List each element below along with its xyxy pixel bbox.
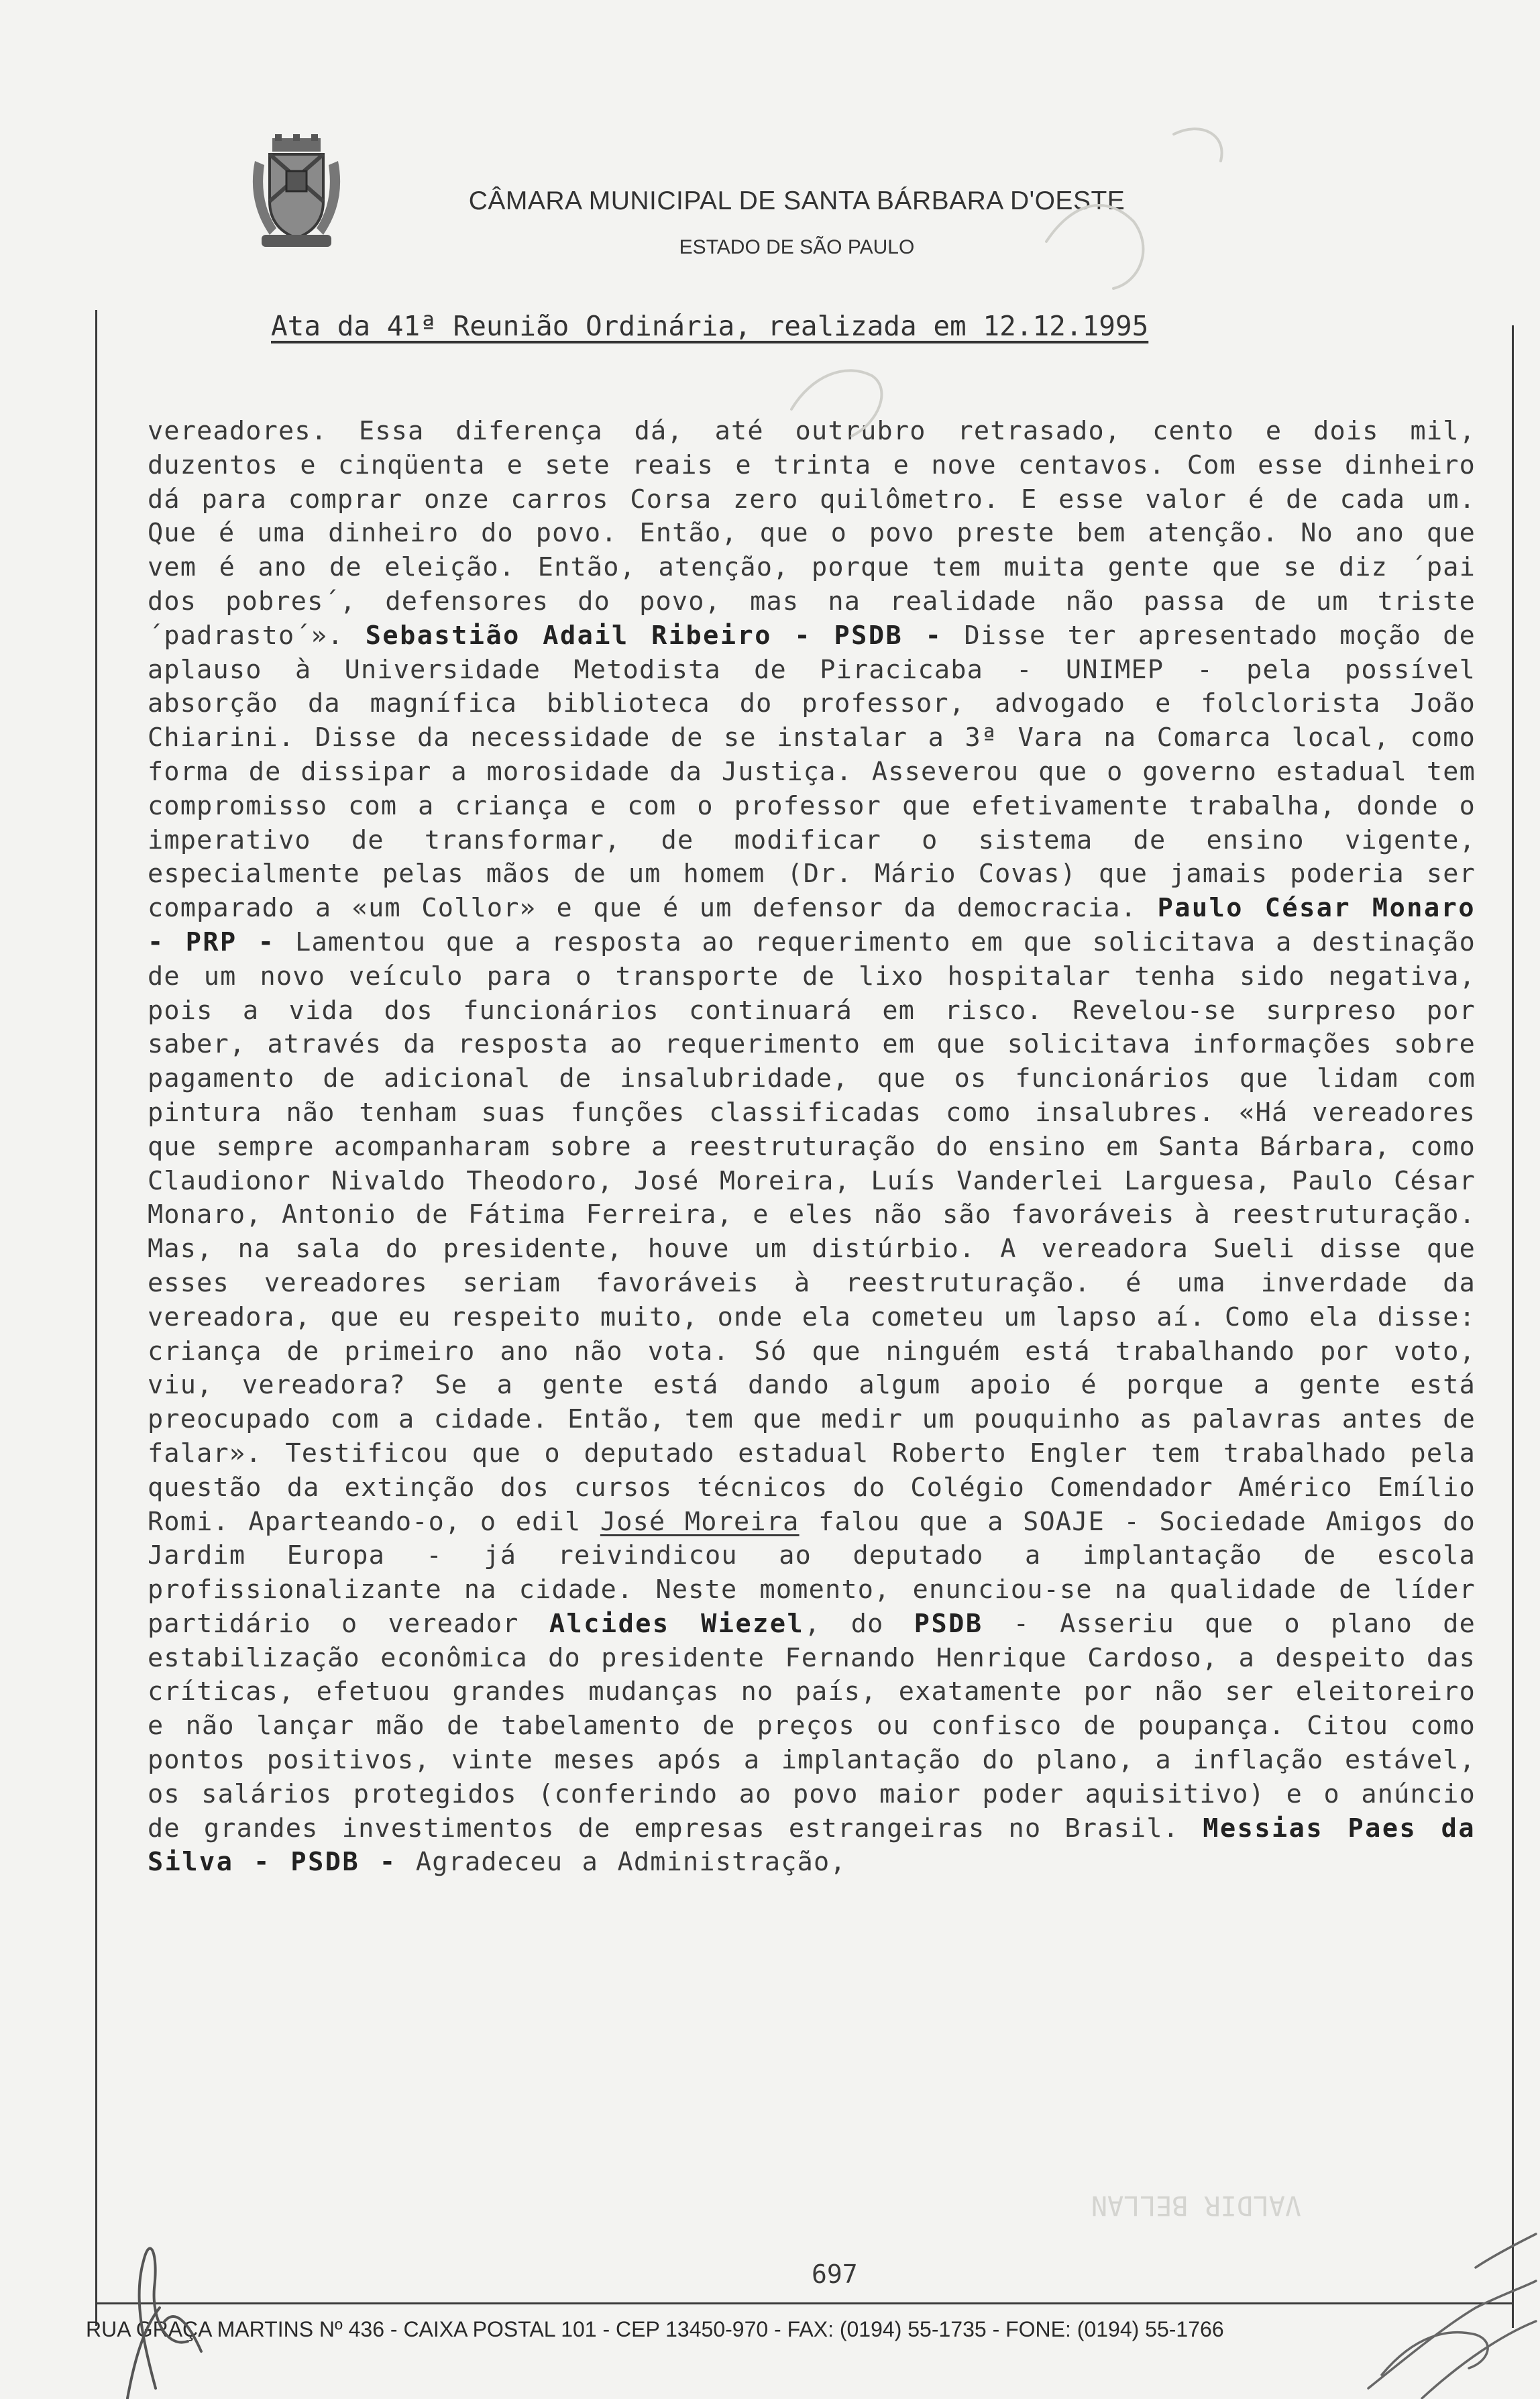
page-number: 697	[812, 2259, 858, 2289]
speaker-alcides: Alcides Wiezel	[549, 1608, 805, 1639]
speaker-paulo-cesar: Paulo César Monaro - PRP -	[148, 893, 1476, 957]
minutes-title: Ata da 41ª Reunião Ordinária, realizada em 12.12.1995	[271, 310, 1149, 342]
body-text-6: - Asseriu que o plano de estabilização econômica do presidente Fernando Henrique Cardoso, a despeito das críticas, efetuou grandes mudanças no país, exatamente por não ser eleitoreiro e não lançar mão de tabelamento de preços ou confisco de poupança. Citou como pontos positivos, vinte meses após a implantação do plano, a inflação estável, os salários protegidos (conferindo ao povo maior poder aquisitivo) e o anúncio de grandes investimentos de empresas estrangeiras no Brasil.	[148, 1608, 1476, 1844]
bleed-through-text: VALDIR BELLAN	[1091, 2190, 1301, 2221]
body-text-7: Agradeceu a Administração,	[396, 1847, 846, 1878]
speaker-sebastiao: Sebastião Adail Ribeiro - PSDB -	[365, 620, 943, 651]
speaker-messias: Messias Paes da Silva - PSDB -	[148, 1813, 1476, 1878]
party-psdb: PSDB	[914, 1608, 983, 1639]
right-margin-rule	[1512, 325, 1514, 2328]
aparte-name: José Moreira	[600, 1506, 800, 1537]
bottom-rule	[95, 2302, 1513, 2304]
institution-name: CÂMARA MUNICIPAL DE SANTA BÁRBARA D'OESTE	[468, 186, 1125, 215]
faint-background-signatures	[791, 129, 1222, 436]
state-name: ESTADO DE SÃO PAULO	[679, 236, 915, 258]
handwritten-signature-right	[1368, 2234, 1536, 2398]
minutes-body	[148, 415, 1476, 1880]
left-margin-rule	[95, 310, 97, 2326]
body-text-5: , do	[804, 1608, 914, 1639]
address-footer: RUA GRAÇA MARTINS Nº 436 - CAIXA POSTAL 101 - CEP 13450-970 - FAX: (0194) 55-1735 - FONE: (0194) 55-1766	[86, 2317, 1224, 2341]
body-text-4: falou que a SOAJE - Sociedade Amigos do Jardim Europa - já reivindicou ao deputado a implantação de escola profissionalizante na cidade. Neste momento, enunciou-se na qualidade de líder partidário o vereador	[148, 1506, 1476, 1639]
body-text-1: vereadores. Essa diferença dá, até outrubro retrasado, cento e dois mil, duzentos e cinqüenta e sete reais e trinta e nove centavos. Com esse dinheiro dá para comprar onze carros Corsa zero quilômetro. E esse valor é de cada um. Que é uma dinheiro do povo. Então, que o povo preste bem atenção. No ano que vem é ano de eleição. Então, atenção, porque tem muita gente que se diz ´pai dos pobres´, defensores do povo, mas na realidade não passa de um triste ´padrasto´».	[148, 416, 1476, 651]
body-text-2: Disse ter apresentado moção de aplauso à Universidade Metodista de Piracicaba - UNIMEP - pela possível absorção da magnífica biblioteca do professor, advogado e folclorista João Chiarini. Disse da necessidade de se instalar a 3ª Vara na Comarca local, como forma de dissipar a morosidade da Justiça. Asseverou que o governo estadual tem compromisso com a criança e com o professor que efetivamente trabalha, donde o imperativo de transformar, de modificar o sistema de ensino vigente, especialmente pelas mãos de um homem (Dr. Mário Covas) que jamais poderia ser comparado a «um Collor» e que é um defensor da democracia.	[148, 620, 1476, 924]
body-text-3: Lamentou que a resposta ao requerimento em que solicitava a destinação de um novo veículo para o transporte de lixo hospitalar tenha sido negativa, pois a vida dos funcionários continuará em risco. Revelou-se surpreso por saber, através da resposta ao requerimento em que solicitava informações sobre pagamento de adicional de insalubridade, que os funcionários que lidam com pintura não tenham suas funções classificadas como insalubres. «Há vereadores que sempre acompanharam sobre a reestruturação do ensino em Santa Bárbara, como Claudionor Nivaldo Theodoro, José Moreira, Luís Vanderlei Larguesa, Paulo César Monaro, Antonio de Fátima Ferreira, e eles não são favoráveis à reestruturação. Mas, na sala do presidente, houve um distúrbio. A vereadora Sueli disse que esses vereadores seriam favoráveis à reestruturação. é uma inverdade da vereadora, que eu respeito muito, onde ela cometeu um lapso aí. Como ela disse: criança de primeiro ano não vota. Só que ninguém está trabalhando por voto, viu, vereadora? Se a gente está dando algum apoio é porque a gente está preocupado com a cidade. Então, tem que medir um pouquinho as palavras antes de falar». Testificou que o deputado estadual Roberto Engler tem trabalhado pela questão da extinção dos cursos técnicos do Colégio Comendador Américo Emílio Romi. Aparteando-o, o edil	[148, 926, 1476, 1537]
